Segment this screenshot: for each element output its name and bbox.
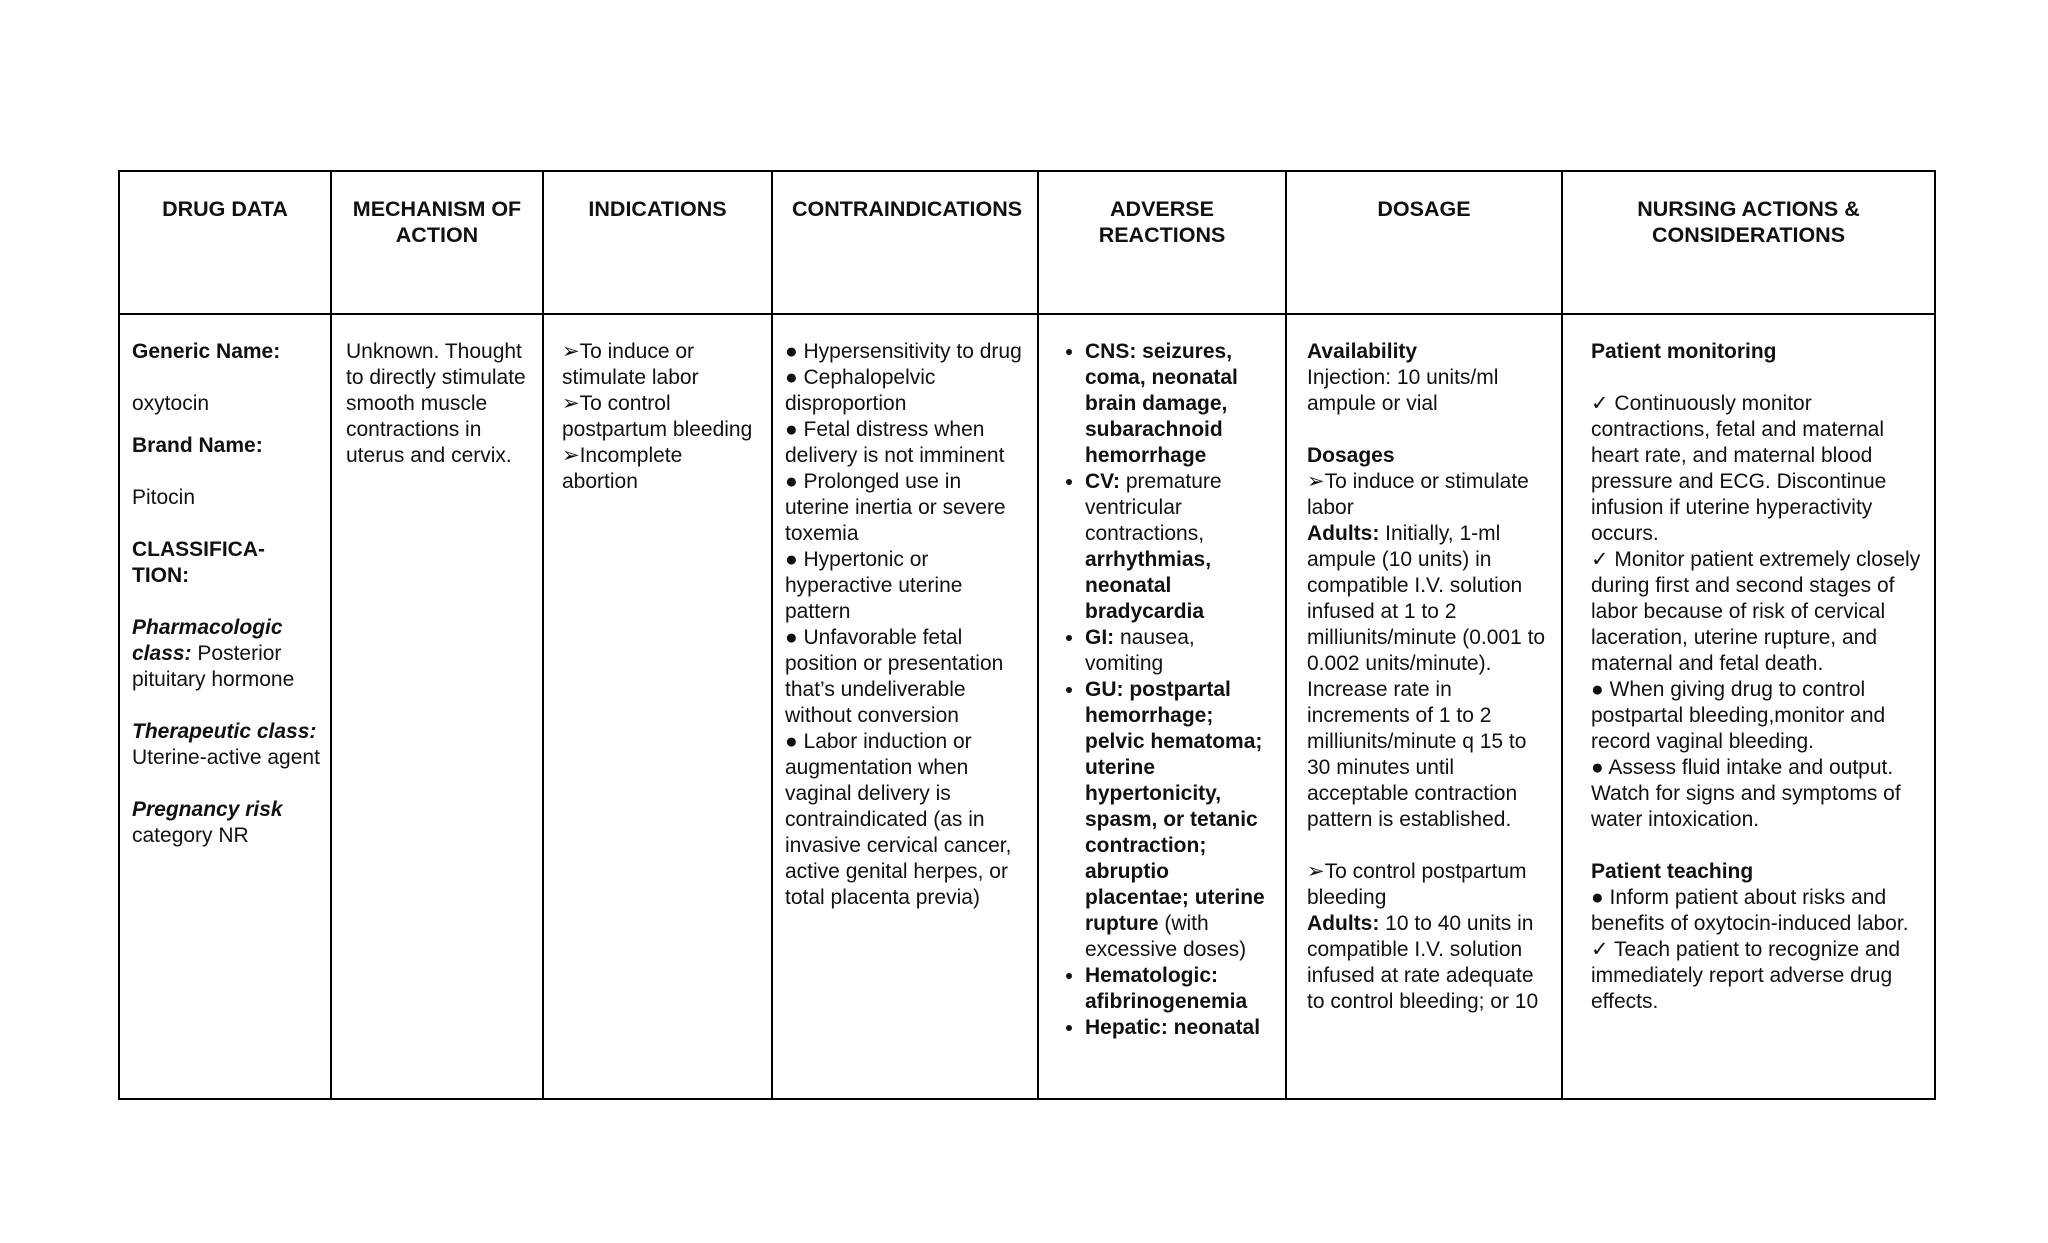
- contraindication-item: ● Cephalopelvic disproportion: [785, 366, 936, 415]
- pregnancy-risk: Pregnancy risk category NR: [132, 798, 283, 847]
- monitoring-item: ✓ Continuously monitor contractions, fetal and maternal heart rate, and maternal blood pressure and ECG. Discontinue infusion if uterine hyperactivity occurs.: [1591, 392, 1887, 545]
- dosage-indication-1: ➢To induce or stimulate labor: [1307, 470, 1529, 519]
- indication-item: ➢Incomplete abortion: [562, 444, 683, 493]
- header-row: [119, 171, 1935, 314]
- teaching-item: ● Inform patient about risks and benefits of oxytocin-induced labor.: [1591, 886, 1909, 935]
- header-contraindications: CONTRAINDICATIONS: [772, 171, 1038, 314]
- contraindication-item: ● Unfavorable fetal position or presentation that’s undeliverable without conversion: [785, 626, 1004, 727]
- nursing-cell: [1562, 314, 1935, 1099]
- adverse-reactions-cell: [1038, 314, 1286, 1099]
- therapeutic-class: Therapeutic class: Uterine-active agent: [132, 720, 320, 769]
- header-dosage: DOSAGE: [1286, 171, 1562, 314]
- mechanism-text: Unknown. Thought to directly stimulate smooth muscle contractions in uterus and cervix.: [346, 340, 526, 467]
- contraindication-item: ● Hypertonic or hyperactive uterine pattern: [785, 548, 963, 623]
- pharmacologic-class: Pharmacologic class: Posterior pituitary hormone: [132, 616, 295, 691]
- monitoring-item: ✓ Monitor patient extremely closely during first and second stages of labor because of risk of cervical laceration, uterine rupture, and maternal and fetal death.: [1591, 548, 1921, 675]
- adverse-item: • CNS: seizures, coma, neonatal brain damage, subarachnoid hemorrhage: [1085, 339, 1275, 469]
- content-row: [119, 314, 1935, 1099]
- indication-item: ➢To control postpartum bleeding: [562, 392, 753, 441]
- classification-label: CLASSIFICA-TION:: [132, 538, 265, 587]
- indications-cell: [543, 314, 772, 1099]
- availability-text: Injection: 10 units/ml ampule or vial: [1307, 366, 1499, 415]
- dosages-label: Dosages: [1307, 444, 1395, 467]
- adverse-item: • GU: postpartal hemorrhage; pelvic hematoma; uterine hypertonicity, spasm, or tetanic contraction; abruptio placentae; uterine rupture (with excessive doses): [1085, 677, 1275, 963]
- brand-name-label: Brand Name:: [132, 434, 263, 457]
- contraindication-item: ● Labor induction or augmentation when vaginal delivery is contraindicated (as in invasive cervical cancer, active genital herpes, or total placenta previa): [785, 730, 1012, 909]
- drug-data-cell: [119, 314, 331, 1099]
- contraindication-item: ● Fetal distress when delivery is not imminent: [785, 418, 1005, 467]
- mechanism-cell: [331, 314, 543, 1099]
- drug-card-table: [118, 170, 1936, 1100]
- patient-teaching-label: Patient teaching: [1591, 860, 1754, 883]
- header-drug-data: DRUG DATA: [119, 171, 331, 314]
- indication-item: ➢To induce or stimulate labor: [562, 340, 699, 389]
- generic-name-label: Generic Name:: [132, 340, 281, 363]
- monitoring-item: ● When giving drug to control postpartal bleeding,monitor and record vaginal bleeding.: [1591, 678, 1886, 753]
- adverse-list: [1045, 339, 1275, 1041]
- dosage-cell: [1286, 314, 1562, 1099]
- header-mechanism: MECHANISM OF ACTION: [331, 171, 543, 314]
- adverse-item: • Hematologic: afibrinogenemia: [1085, 963, 1275, 1015]
- brand-name-value: Pitocin: [132, 486, 196, 509]
- header-indications: INDICATIONS: [543, 171, 772, 314]
- contraindications-cell: [772, 314, 1038, 1099]
- adverse-item: • Hepatic: neonatal: [1085, 1015, 1275, 1041]
- patient-monitoring-label: Patient monitoring: [1591, 340, 1777, 363]
- generic-name-value: oxytocin: [132, 392, 210, 415]
- contraindication-item: ● Prolonged use in uterine inertia or severe toxemia: [785, 470, 1006, 545]
- dosage-adults-1: Adults: Initially, 1-ml ampule (10 units) in compatible I.V. solution infused at 1 to 2 milliunits/minute (0.001 to 0.002 units/minute). Increase rate in increments of 1 to 2 milliunits/minute q 15 to 30 minutes until acceptable contraction pattern is established.: [1307, 522, 1546, 831]
- contraindication-item: ● Hypersensitivity to drug: [785, 340, 1022, 363]
- adverse-item: • GI: nausea, vomiting: [1085, 625, 1275, 677]
- adverse-item: • CV: premature ventricular contractions, arrhythmias, neonatal bradycardia: [1085, 469, 1275, 625]
- monitoring-item: ● Assess fluid intake and output. Watch for signs and symptoms of water intoxication.: [1591, 756, 1901, 831]
- teaching-item: ✓ Teach patient to recognize and immediately report adverse drug effects.: [1591, 938, 1901, 1013]
- dosage-indication-2: ➢To control postpartum bleeding: [1307, 860, 1527, 909]
- header-adverse-reactions: ADVERSE REACTIONS: [1038, 171, 1286, 314]
- dosage-adults-2: Adults: 10 to 40 units in compatible I.V. solution infused at rate adequate to control bleeding; or 10: [1307, 912, 1539, 1013]
- availability-label: Availability: [1307, 340, 1418, 363]
- header-nursing: NURSING ACTIONS & CONSIDERATIONS: [1562, 171, 1935, 314]
